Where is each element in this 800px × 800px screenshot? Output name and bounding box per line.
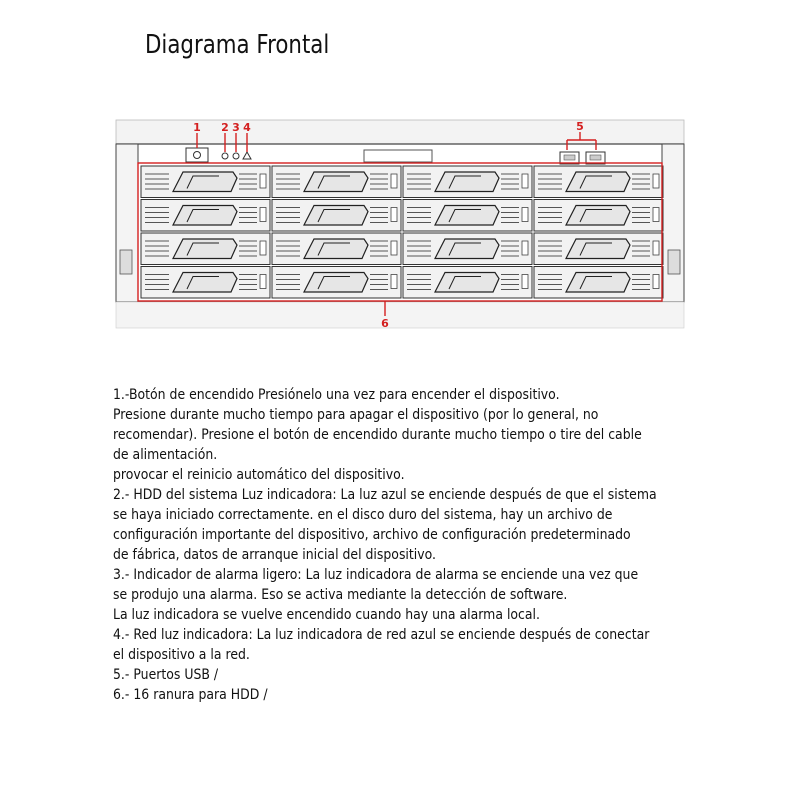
hdd-bay — [403, 267, 532, 299]
description-line: 6.- 16 ranura para HDD / — [113, 687, 268, 703]
description-line: 5.- Puertos USB / — [113, 667, 219, 683]
hdd-bay — [272, 233, 401, 265]
hdd-bay — [534, 200, 663, 232]
description-line: el dispositivo a la red. — [113, 647, 250, 663]
hdd-bay — [534, 233, 663, 265]
hdd-bay — [141, 200, 270, 232]
description-line: recomendar). Presione el botón de encendido durante mucho tiempo o tire del cable — [113, 427, 642, 443]
callout-2: 2 — [221, 121, 229, 134]
description-line: se produjo una alarma. Eso se activa mediante la detección de software. — [113, 587, 568, 603]
hdd-bay — [403, 233, 532, 265]
hdd-bay — [141, 267, 270, 299]
right-rack-ear — [662, 144, 684, 302]
front-display — [364, 150, 432, 162]
hdd-bay — [272, 166, 401, 198]
hdd-bay — [141, 166, 270, 198]
left-rack-ear — [116, 144, 138, 302]
hdd-bay-grid — [141, 166, 663, 298]
description-line: 4.- Red luz indicadora: La luz indicadora de red azul se enciende después de conectar — [113, 627, 650, 643]
callout-6: 6 — [381, 317, 389, 330]
front-panel-diagram — [0, 110, 800, 340]
hdd-bay — [272, 267, 401, 299]
hdd-bay — [534, 166, 663, 198]
alarm-indicator-light — [233, 153, 239, 159]
callout-1: 1 — [193, 121, 201, 134]
description-line: 1.-Botón de encendido Presiónelo una vez para encender el dispositivo. — [113, 387, 560, 403]
description-line: 3.- Indicador de alarma ligero: La luz indicadora de alarma se enciende una vez que — [113, 567, 639, 583]
description-line: Presione durante mucho tiempo para apagar el dispositivo (por lo general, no — [113, 407, 599, 423]
network-indicator-light — [243, 152, 251, 159]
hdd-bay — [272, 200, 401, 232]
description-line: de alimentación. — [113, 447, 218, 463]
callout-4: 4 — [243, 121, 251, 134]
hdd-bay — [141, 233, 270, 265]
hdd-bay — [534, 267, 663, 299]
description-line: provocar el reinicio automático del dispositivo. — [113, 467, 405, 483]
description — [113, 385, 698, 705]
description-line: 2.- HDD del sistema Luz indicadora: La luz azul se enciende después de que el sistema — [113, 487, 657, 503]
description-line: La luz indicadora se vuelve encendido cuando hay una alarma local. — [113, 607, 540, 623]
callout-3: 3 — [232, 121, 240, 134]
power-button — [186, 148, 208, 162]
description-line: configuración importante del dispositivo, archivo de configuración predeterminado — [113, 527, 631, 543]
page-title: Diagrama Frontal — [145, 30, 330, 60]
hdd-bay — [403, 200, 532, 232]
description-line: se haya iniciado correctamente. en el disco duro del sistema, hay un archivo de — [113, 507, 613, 523]
hdd-indicator-light — [222, 153, 228, 159]
hdd-bay — [403, 166, 532, 198]
callout-5: 5 — [576, 120, 584, 133]
description-line: de fábrica, datos de arranque inicial del dispositivo. — [113, 547, 437, 563]
